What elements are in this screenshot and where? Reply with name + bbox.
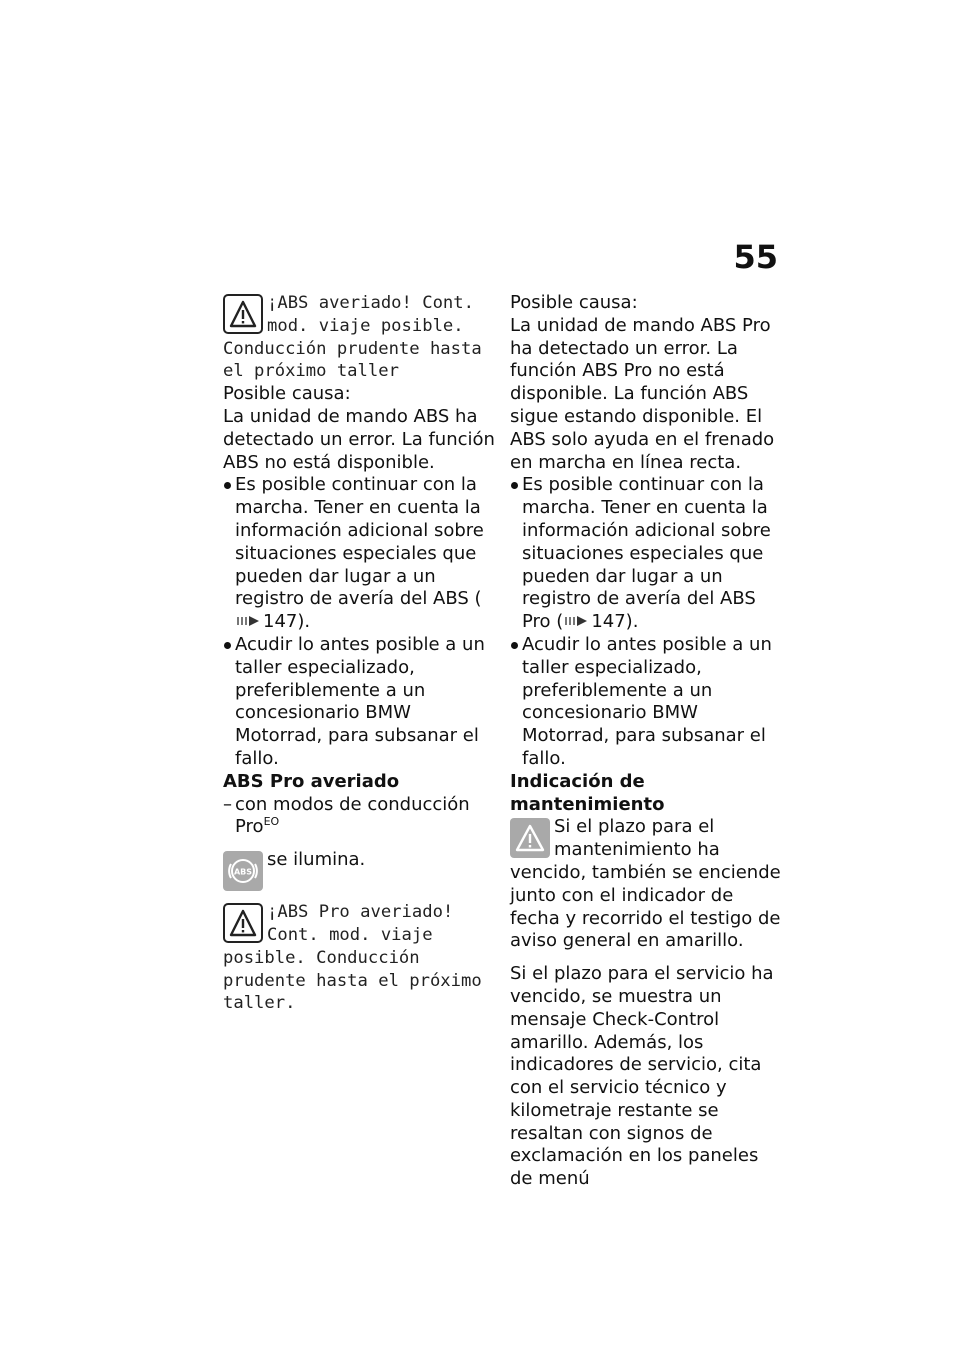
warning-message-abs-pro: ¡ABS Pro averiado! Cont. mod. viaje posible. Conducción prudente hasta el próximo taller. bbox=[223, 902, 482, 1014]
svg-text:ABS: ABS bbox=[233, 867, 253, 877]
section-heading-maintenance: Indicación de mantenimiento bbox=[510, 770, 665, 815]
list-item: Es posible continuar con la marcha. Tener en cuenta la información adicional sobre situaciones especiales que pueden dar lugar a un registro de avería del ABS Pro ( 147). bbox=[510, 474, 782, 634]
list-item: Acudir lo antes posible a un taller especializado, preferiblemente a un concesionario BMW Motorrad, para subsanar el fallo. bbox=[510, 634, 782, 771]
warning-message-abs: ¡ABS averiado! Cont. mod. viaje posible. Conducción prudente hasta el próximo taller bbox=[223, 293, 482, 382]
equipment-superscript: EO bbox=[263, 815, 280, 829]
page-reference[interactable]: 147 bbox=[591, 611, 626, 633]
cause-text: La unidad de mando ABS ha detectado un error. La función ABS no está disponible. bbox=[223, 405, 495, 473]
warning-triangle-icon bbox=[223, 903, 263, 943]
page-reference-arrow-icon bbox=[235, 612, 263, 626]
maintenance-text: Si el plazo para el mantenimiento ha vencido, también se enciende junto con el indicador de fecha y recorrido el testigo de aviso general en amarillo. bbox=[510, 816, 781, 952]
abs-indicator-icon bbox=[223, 851, 263, 891]
action-list bbox=[223, 474, 495, 770]
lights-text: se ilumina. bbox=[267, 849, 366, 871]
cause-label: Posible causa: bbox=[223, 383, 351, 405]
left-column bbox=[223, 292, 495, 1015]
abs-pro-fault-warning-block bbox=[223, 901, 495, 1015]
cause-text: La unidad de mando ABS Pro ha detectado un error. La función ABS Pro no está disponible. La función ABS sigue estando disponible. El ABS solo ayuda en el frenado en marcha en línea recta. bbox=[510, 314, 775, 473]
warning-triangle-icon bbox=[223, 294, 263, 334]
page-reference[interactable]: 147 bbox=[263, 611, 298, 633]
action-list bbox=[510, 474, 782, 770]
list-item: Acudir lo antes posible a un taller especializado, preferiblemente a un concesionario BMW Motorrad, para subsanar el fallo. bbox=[223, 634, 495, 771]
abs-fault-warning-block bbox=[223, 292, 495, 383]
service-text: Si el plazo para el servicio ha vencido, se muestra un mensaje Check-Control amarillo. Además, los indicadores de servicio, cita con el servicio técnico y kilometraje restante se resaltan con signos de exclamación en los paneles de menú bbox=[510, 963, 774, 1190]
list-item: Es posible continuar con la marcha. Tener en cuenta la información adicional sobre situaciones especiales que pueden dar lugar a un registro de avería del ABS (147). bbox=[223, 474, 495, 634]
abs-light-block bbox=[223, 849, 495, 891]
right-column bbox=[510, 292, 782, 1191]
section-heading-abs-pro: ABS Pro averiado bbox=[223, 770, 400, 792]
maintenance-block bbox=[510, 816, 782, 953]
page-reference-arrow-icon bbox=[563, 612, 591, 626]
page-number: 55 bbox=[733, 238, 778, 276]
condition-item: – con modos de conducción Pro$^{EO}$ bbox=[223, 794, 495, 840]
general-warning-light-icon bbox=[510, 818, 550, 858]
cause-label: Posible causa: bbox=[510, 292, 638, 313]
